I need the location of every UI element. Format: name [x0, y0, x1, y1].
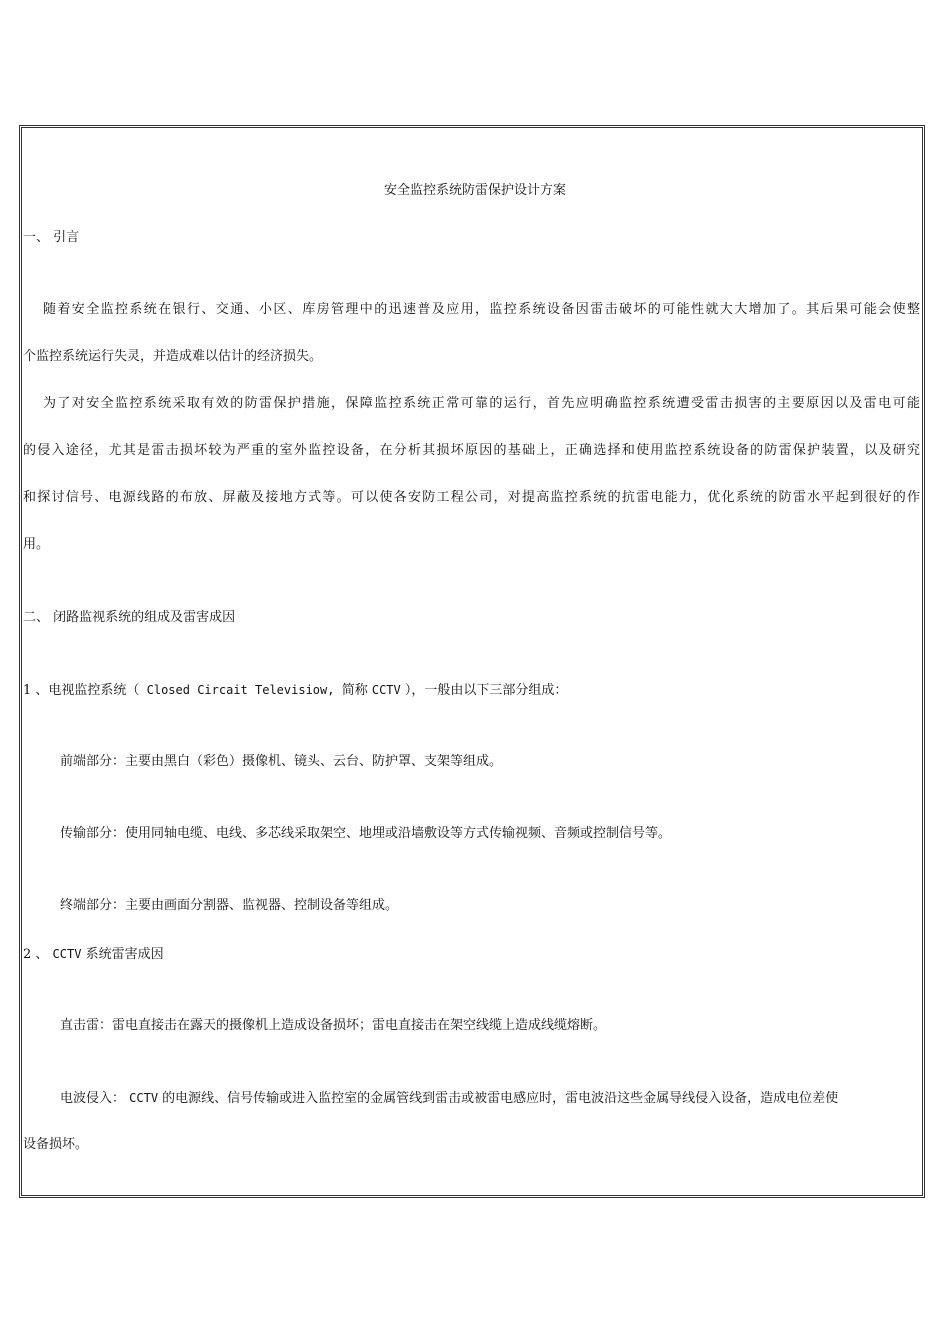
item-2-suffix: 系统雷害成因 [81, 947, 164, 962]
item-1-mid: 简称 [341, 683, 372, 698]
item-1-heading [23, 682, 567, 699]
surge-rest: 的电源线、信号传输或进入监控室的金属管线到雷击或被雷电感应时，雷电波沿这些金属导线侵入设备，造成电位差使 [158, 1091, 839, 1106]
item-2-prefix: 2 、 [23, 947, 53, 962]
paragraph-2-line-2: 的侵入途径，尤其是雷击损坏较为严重的室外监控设备，在分析其损坏原因的基础上，正确选择和使用监控系统设备的防雷保护装置，以及研究 [23, 443, 920, 458]
surge-prefix: 电波侵入： [60, 1091, 130, 1106]
item-2-abbr: CCTV [52, 947, 82, 961]
terminal-text: 终端部分：主要由画面分割器、监视器、控制设备等组成。 [60, 898, 399, 913]
document-title: 安全监控系统防雷保护设计方案 [383, 183, 566, 198]
surge-abbr: CCTV [129, 1091, 159, 1105]
paragraph-1-line-1: 随着安全监控系统在银行、交通、小区、库房管理中的迅速普及应用，监控系统设备因雷击破坏的可能性就大大增加了。其后果可能会使整 [43, 302, 920, 317]
transmission-text: 传输部分：使用同轴电缆、电线、多芯线采取架空、地埋或沿墙敷设等方式传输视频、音频或控制信号等。 [60, 826, 672, 841]
paragraph-1-line-2: 个监控系统运行失灵，并造成难以估计的经济损失。 [23, 349, 323, 364]
document-frame [19, 125, 925, 1198]
paragraph-2-line-4: 用。 [23, 537, 50, 552]
item-1-suffix: ），一般由以下三部分组成： [400, 683, 568, 698]
paragraph-2-line-1: 为了对安全监控系统采取有效的防雷保护措施，保障监控系统正常可靠的运行，首先应明确监控系统遭受雷击损害的主要原因以及雷电可能 [43, 396, 920, 411]
item-1-prefix: 1 、电视监控系统（ [23, 683, 140, 698]
item-1-abbr: CCTV [371, 683, 401, 697]
section-1-heading: 一、 引言 [23, 230, 80, 245]
item-2-heading [23, 946, 164, 963]
section-2-heading: 二、 闭路监视系统的组成及雷害成因 [23, 610, 236, 625]
surge-line-2: 设备损坏。 [23, 1137, 89, 1152]
item-1-english: Closed Circait Televisiow, [139, 683, 342, 697]
direct-strike-text: 直击雷：雷电直接击在露天的摄像机上造成设备损坏；雷电直接击在架空线缆上造成线缆熔断。 [60, 1018, 607, 1033]
front-end-text: 前端部分：主要由黑白（彩色）摄像机、镜头、云台、防护罩、支架等组成。 [60, 754, 503, 769]
paragraph-2-line-3: 和探讨信号、电源线路的布放、屏蔽及接地方式等。可以使各安防工程公司，对提高监控系统的抗雷电能力，优化系统的防雷水平起到很好的作 [23, 490, 920, 505]
surge-line-1 [60, 1090, 918, 1107]
